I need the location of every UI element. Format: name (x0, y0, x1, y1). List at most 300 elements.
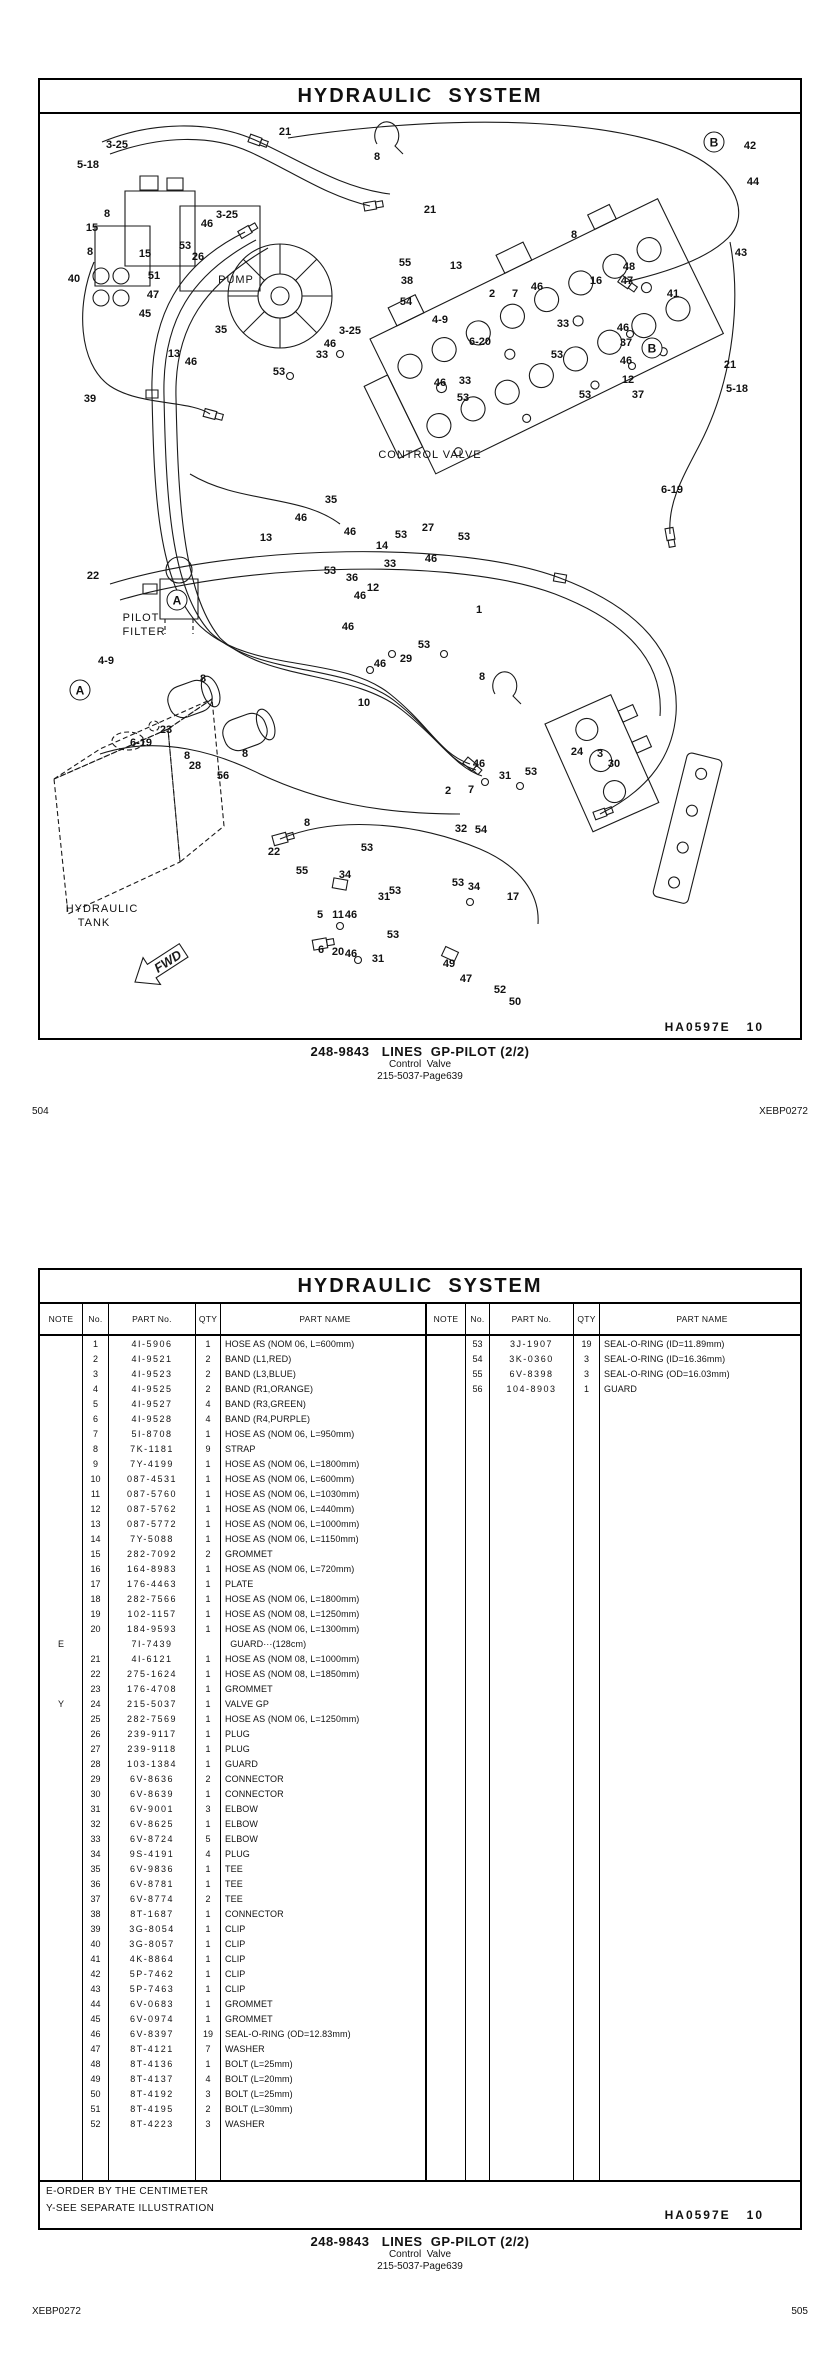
table-row (40, 1531, 425, 1546)
table-cell-no: 25 (83, 1711, 109, 1726)
table-cell-note (427, 1336, 466, 1351)
table-cell-part: 282-7569 (109, 1711, 196, 1726)
table-cell-note (40, 2086, 83, 2101)
table-cell-part: 6V-8397 (109, 2026, 196, 2041)
table-cell-note (40, 1936, 83, 1951)
table-row (40, 1981, 425, 1996)
callout-label: 21 (423, 204, 437, 216)
table-cell-note: Y (40, 1696, 83, 1711)
table-cell-qty: 1 (196, 1816, 221, 1831)
table-cell-qty: 1 (196, 1711, 221, 1726)
table-cell-note (40, 1396, 83, 1411)
callout-label: 53 (457, 531, 471, 543)
table-cell-part: 4I-9523 (109, 1366, 196, 1381)
fwd-label: FWD (151, 946, 185, 976)
callout-label: 45 (138, 308, 152, 320)
table-cell-no: 10 (83, 1471, 109, 1486)
callout-label: 4-9 (98, 655, 114, 667)
table-cell-note (427, 1396, 466, 2180)
table-cell-no: 16 (83, 1561, 109, 1576)
folio-row (0, 1106, 840, 1120)
table-cell-qty: 3 (196, 2116, 221, 2131)
table-row (40, 1546, 425, 1561)
table-cell-qty: 1 (196, 1591, 221, 1606)
callout-label: 46 (294, 512, 308, 524)
callout-label: 53 (360, 842, 374, 854)
table-cell-qty: 1 (196, 1726, 221, 1741)
caption-title: 248-9843 LINES GP-PILOT (2/2) (310, 2234, 530, 2249)
callout-label: 33 (458, 375, 472, 387)
fwd-arrow (126, 937, 192, 995)
callout-label: 54 (399, 296, 413, 308)
table-cell-name: GROMMET (225, 1683, 273, 1694)
table-cell-note (40, 2041, 83, 2056)
view-ref-circle: B (704, 132, 725, 153)
table-cell-note (40, 2056, 83, 2071)
table-cell-part: 6V-8636 (109, 1771, 196, 1786)
table-cell-name: BOLT (L=25mm) (225, 2088, 293, 2099)
table-cell-part: 4I-5906 (109, 1336, 196, 1351)
view-ref-circle: A (167, 590, 188, 611)
callout-label: 46 (433, 377, 447, 389)
table-cell-name: GUARD (225, 1758, 259, 1769)
book-code: XEBP0272 (32, 2306, 81, 2317)
callout-label: 13 (259, 532, 273, 544)
parts-table (40, 1304, 800, 2182)
callout-label: 5-18 (725, 383, 749, 395)
table-row (40, 1831, 425, 1846)
table-row (40, 1741, 425, 1756)
table-cell-note (40, 1501, 83, 1516)
table-cell-qty (196, 1636, 221, 1651)
table-cell-qty: 1 (196, 1516, 221, 1531)
table-cell-note (40, 1711, 83, 1726)
callout-label: 34 (338, 869, 352, 881)
table-row (40, 1366, 425, 1381)
table-cell-qty: 1 (196, 1456, 221, 1471)
table-cell-no: 33 (83, 1831, 109, 1846)
component-label: TANK (77, 917, 111, 929)
table-cell-name: VALVE GP (225, 1698, 269, 1709)
page-title: HYDRAULIC SYSTEM (40, 80, 800, 114)
table-cell-qty: 4 (196, 1846, 221, 1861)
table-cell-note (40, 1591, 83, 1606)
table-cell-name: GUARD···(128cm) (225, 1638, 307, 1649)
table-cell-name: PLUG (225, 1743, 250, 1754)
table-cell-no: 40 (83, 1936, 109, 1951)
table-cell-part: 6V-8398 (490, 1366, 574, 1381)
callout-label: 50 (508, 996, 522, 1008)
table-row (40, 1666, 425, 1681)
table-cell-no: 5 (83, 1396, 109, 1411)
table-cell-note: NOTE (427, 1304, 466, 1334)
table-cell-no: 8 (83, 1441, 109, 1456)
table-row (40, 1696, 425, 1711)
table-cell-note (40, 1816, 83, 1831)
table-cell-no: 17 (83, 1576, 109, 1591)
table-cell-qty: 4 (196, 2071, 221, 2086)
parts-table-right (427, 1304, 800, 2180)
callout-label: 44 (746, 176, 760, 188)
callout-label: 20 (331, 946, 345, 958)
table-cell-note (40, 2131, 83, 2180)
table-row (40, 2071, 425, 2086)
table-cell-part (109, 2131, 196, 2180)
callout-label: 24 (570, 746, 584, 758)
table-cell-part: 184-9593 (109, 1621, 196, 1636)
callout-label: 26 (191, 251, 205, 263)
table-cell-part: 6V-9836 (109, 1861, 196, 1876)
callout-label: 53 (417, 639, 431, 651)
callout-label: 35 (324, 494, 338, 506)
figure-caption (0, 1044, 840, 1082)
table-cell-qty: 19 (196, 2026, 221, 2041)
callout-label: 42 (743, 140, 757, 152)
table-cell-qty: 1 (196, 1936, 221, 1951)
callout-label: 47 (620, 275, 634, 287)
table-cell-qty: 1 (196, 1561, 221, 1576)
table-cell-note (40, 1921, 83, 1936)
callout-label: 6 (317, 944, 325, 956)
table-cell-qty (196, 2131, 221, 2180)
table-cell-name: ELBOW (225, 1803, 259, 1814)
callout-label: 28 (188, 760, 202, 772)
callout-label: 41 (666, 288, 680, 300)
table-cell-note (40, 1981, 83, 1996)
callout-label: 7 (511, 288, 519, 300)
table-cell-part: PART No. (490, 1304, 574, 1334)
callout-label: 55 (295, 865, 309, 877)
table-cell-name: CLIP (225, 1938, 246, 1949)
table-cell-part: 5I-8708 (109, 1426, 196, 1441)
table-cell-note (40, 1726, 83, 1741)
table-cell-no: 44 (83, 1996, 109, 2011)
table-cell-no: 19 (83, 1606, 109, 1621)
table-cell-note (40, 2071, 83, 2086)
table-cell-part: 275-1624 (109, 1666, 196, 1681)
callout-label: 7 (467, 784, 475, 796)
figure-caption (0, 2234, 840, 2272)
table-cell-qty: 1 (196, 2011, 221, 2026)
table-cell-qty: 1 (196, 1876, 221, 1891)
table-cell-qty: 1 (196, 1756, 221, 1771)
table-cell-qty: 1 (196, 1531, 221, 1546)
table-cell-name: HOSE AS (NOM 06, L=1800mm) (225, 1593, 360, 1604)
table-cell-qty: 1 (196, 1681, 221, 1696)
table-cell-no: 22 (83, 1666, 109, 1681)
callout-label: 21 (723, 359, 737, 371)
callout-label: 12 (621, 374, 635, 386)
table-cell-note (40, 1381, 83, 1396)
table-row (40, 1396, 425, 1411)
table-cell-no: 26 (83, 1726, 109, 1741)
table-cell-part: 7Y-4199 (109, 1456, 196, 1471)
table-cell-part: 087-5762 (109, 1501, 196, 1516)
callout-label: 22 (267, 846, 281, 858)
table-cell-note (40, 1351, 83, 1366)
table-cell-no: 21 (83, 1651, 109, 1666)
table-cell-qty: 19 (574, 1336, 600, 1351)
callout-label: 53 (578, 389, 592, 401)
table-cell-part: 4I-9525 (109, 1381, 196, 1396)
table-cell-part: 4K-8864 (109, 1951, 196, 1966)
table-cell-part: 7Y-5088 (109, 1531, 196, 1546)
component-label: HYDRAULIC (65, 903, 139, 915)
table-row (40, 1876, 425, 1891)
callout-label: 3-25 (105, 139, 129, 151)
callout-label: 53 (550, 349, 564, 361)
table-cell-name: ELBOW (225, 1818, 259, 1829)
table-cell-part: 3G-8054 (109, 1921, 196, 1936)
table-cell-name (600, 1396, 800, 2180)
table-cell-note (40, 1486, 83, 1501)
figure-code: HA0597E 10 (664, 2208, 764, 2222)
table-cell-name: SEAL-O-RING (OD=12.83mm) (225, 2028, 351, 2039)
component-label: FILTER (122, 626, 166, 638)
caption-subtitle: Control Valve (388, 2249, 452, 2260)
callout-label: 29 (399, 653, 413, 665)
table-cell-no: 7 (83, 1426, 109, 1441)
table-row (40, 1966, 425, 1981)
table-cell-qty: 1 (196, 1666, 221, 1681)
callout-label: 46 (619, 355, 633, 367)
table-cell-qty: 1 (196, 1606, 221, 1621)
table-cell-name: CONNECTOR (225, 1908, 284, 1919)
component-label: PILOT (122, 612, 160, 624)
table-cell-qty: 1 (196, 1786, 221, 1801)
table-cell-name: BAND (R1,ORANGE) (225, 1383, 314, 1394)
table-cell-no: No. (466, 1304, 490, 1334)
table-filler-row (427, 1396, 800, 2180)
table-cell-name: CLIP (225, 1983, 246, 1994)
callout-label: 47 (146, 289, 160, 301)
table-cell-no: 11 (83, 1486, 109, 1501)
table-row (40, 1846, 425, 1861)
table-cell-part: 7K-1181 (109, 1441, 196, 1456)
table-row (40, 2041, 425, 2056)
table-cell-part: 4I-9521 (109, 1351, 196, 1366)
table-row (40, 1756, 425, 1771)
table-cell-qty: 1 (196, 1741, 221, 1756)
table-row (40, 1576, 425, 1591)
caption-title: 248-9843 LINES GP-PILOT (2/2) (310, 1044, 530, 1059)
pump-figure (93, 176, 332, 348)
table-cell-part: 4I-9527 (109, 1396, 196, 1411)
table-row (40, 2116, 425, 2131)
callout-label: 33 (315, 349, 329, 361)
table-cell-no: 14 (83, 1531, 109, 1546)
callout-label: 48 (622, 261, 636, 273)
callout-label: 8 (570, 229, 578, 241)
table-row (40, 1771, 425, 1786)
table-cell-no: 41 (83, 1951, 109, 1966)
table-row (40, 1471, 425, 1486)
table-cell-name: CLIP (225, 1968, 246, 1979)
table-cell-no: 23 (83, 1681, 109, 1696)
callout-label: 15 (85, 222, 99, 234)
table-row (40, 2011, 425, 2026)
callout-label: 23 (159, 724, 173, 736)
callout-label: 8 (478, 671, 486, 683)
table-row (427, 1351, 800, 1366)
table-cell-qty: 1 (196, 1651, 221, 1666)
callout-label: 3 (596, 748, 604, 760)
table-cell-no: 30 (83, 1786, 109, 1801)
table-cell-no: 27 (83, 1741, 109, 1756)
view-ref-circle: A (70, 680, 91, 701)
callout-label: 16 (589, 275, 603, 287)
table-cell-part: 4I-9528 (109, 1411, 196, 1426)
table-cell-no: 50 (83, 2086, 109, 2101)
table-cell-qty: 1 (196, 1996, 221, 2011)
table-cell-qty: 5 (196, 1831, 221, 1846)
table-cell-name: HOSE AS (NOM 06, L=1800mm) (225, 1458, 360, 1469)
table-cell-name: PART NAME (676, 1314, 728, 1324)
table-row (40, 1786, 425, 1801)
table-cell-no: 56 (466, 1381, 490, 1396)
table-cell-note (40, 2011, 83, 2026)
callout-label: 8 (183, 750, 191, 762)
table-cell-note: NOTE (40, 1304, 83, 1334)
table-cell-no: 20 (83, 1621, 109, 1636)
table-row (40, 2056, 425, 2071)
table-cell-note (40, 1621, 83, 1636)
table-cell-qty: QTY (574, 1304, 600, 1334)
callout-label: 53 (272, 366, 286, 378)
table-cell-no: 52 (83, 2116, 109, 2131)
table-cell-name: WASHER (225, 2043, 265, 2054)
table-cell-no: 4 (83, 1381, 109, 1396)
table-cell-no: 54 (466, 1351, 490, 1366)
table-header-row (427, 1304, 800, 1336)
table-cell-part: 5P-7463 (109, 1981, 196, 1996)
table-row (40, 1816, 425, 1831)
table-cell-part: 176-4708 (109, 1681, 196, 1696)
table-cell-part: 6V-8781 (109, 1876, 196, 1891)
table-cell-note (40, 2101, 83, 2116)
table-cell-qty: 1 (196, 1696, 221, 1711)
table-cell-part: 9S-4191 (109, 1846, 196, 1861)
table-cell-no: 3 (83, 1366, 109, 1381)
callout-label: 46 (184, 356, 198, 368)
table-cell-part: 8T-1687 (109, 1906, 196, 1921)
callout-label: 3-25 (215, 209, 239, 221)
clamp-glyphs (375, 122, 521, 704)
table-cell-no (466, 1396, 490, 2180)
table-cell-note (40, 1996, 83, 2011)
table-cell-qty: 1 (196, 1981, 221, 1996)
table-cell-part: 176-4463 (109, 1576, 196, 1591)
table-cell-note (40, 1456, 83, 1471)
table-cell-no: 9 (83, 1456, 109, 1471)
table-cell-part: 087-4531 (109, 1471, 196, 1486)
table-cell-qty: 1 (196, 1576, 221, 1591)
callout-label: 6-19 (660, 484, 684, 496)
callout-label: 53 (388, 885, 402, 897)
table-cell-note (40, 1861, 83, 1876)
table-cell-note (40, 1651, 83, 1666)
table-row (427, 1381, 800, 1396)
table-cell-qty: 2 (196, 1891, 221, 1906)
table-cell-note (40, 1876, 83, 1891)
table-cell-name: PLUG (225, 1728, 250, 1739)
table-cell-note (427, 1366, 466, 1381)
table-cell-no: 34 (83, 1846, 109, 1861)
table-cell-qty: 1 (196, 1486, 221, 1501)
table-cell-no: 43 (83, 1981, 109, 1996)
table-cell-name: TEE (225, 1893, 243, 1904)
table-cell-no (83, 2131, 109, 2180)
table-cell-name: BAND (L3,BLUE) (225, 1368, 296, 1379)
table-cell-qty: 1 (196, 1621, 221, 1636)
callout-label: 34 (467, 881, 481, 893)
callout-label: 46 (424, 553, 438, 565)
table-cell-note (40, 1786, 83, 1801)
table-cell-part (490, 1396, 574, 2180)
table-row (40, 1336, 425, 1351)
table-cell-name: HOSE AS (NOM 06, L=720mm) (225, 1563, 355, 1574)
parts-table-left (40, 1304, 427, 2180)
table-cell-qty: 2 (196, 1366, 221, 1381)
table-cell-name: HOSE AS (NOM 06, L=1150mm) (225, 1533, 359, 1544)
table-cell-part: 282-7092 (109, 1546, 196, 1561)
table-cell-note (40, 1516, 83, 1531)
table-cell-name: HOSE AS (NOM 06, L=1030mm) (225, 1488, 360, 1499)
table-cell-name: BOLT (L=20mm) (225, 2073, 293, 2084)
table-cell-no: 24 (83, 1696, 109, 1711)
callout-label: 46 (353, 590, 367, 602)
callout-label: 5 (316, 909, 324, 921)
callout-label: 38 (400, 275, 414, 287)
table-cell-name: BOLT (L=30mm) (225, 2103, 293, 2114)
component-label: PUMP (218, 274, 254, 286)
callout-label: 55 (398, 257, 412, 269)
table-cell-no: 31 (83, 1801, 109, 1816)
table-cell-qty: 4 (196, 1396, 221, 1411)
table-cell-part: 3J-1907 (490, 1336, 574, 1351)
callout-label: 31 (377, 891, 391, 903)
callout-label: 54 (474, 824, 488, 836)
table-cell-name: HOSE AS (NOM 08, L=1000mm) (225, 1653, 360, 1664)
table-cell-no: 45 (83, 2011, 109, 2026)
table-cell-name: CONNECTOR (225, 1788, 284, 1799)
callout-label: 46 (323, 338, 337, 350)
table-filler-row (40, 2131, 425, 2180)
table-cell-qty: 3 (196, 2086, 221, 2101)
table-cell-name: SEAL-O-RING (ID=11.89mm) (604, 1338, 725, 1349)
table-cell-name: SEAL-O-RING (OD=16.03mm) (604, 1368, 730, 1379)
table-cell-part: 087-5772 (109, 1516, 196, 1531)
table-row (40, 1681, 425, 1696)
table-row (40, 1861, 425, 1876)
table-cell-no: 32 (83, 1816, 109, 1831)
table-cell-no: 53 (466, 1336, 490, 1351)
table-cell-note (40, 1471, 83, 1486)
table-cell-qty: 1 (196, 1336, 221, 1351)
table-cell-no: 48 (83, 2056, 109, 2071)
table-cell-qty: 1 (196, 1951, 221, 1966)
hydraulic-diagram (40, 114, 800, 1040)
callout-label: 32 (454, 823, 468, 835)
table-cell-qty: 2 (196, 1546, 221, 1561)
table-cell-name: ELBOW (225, 1833, 259, 1844)
table-cell-no: 13 (83, 1516, 109, 1531)
table-header-row (40, 1304, 425, 1336)
table-cell-note (40, 1801, 83, 1816)
callout-label: 56 (216, 770, 230, 782)
table-cell-note (40, 1531, 83, 1546)
table-cell-note (40, 1576, 83, 1591)
